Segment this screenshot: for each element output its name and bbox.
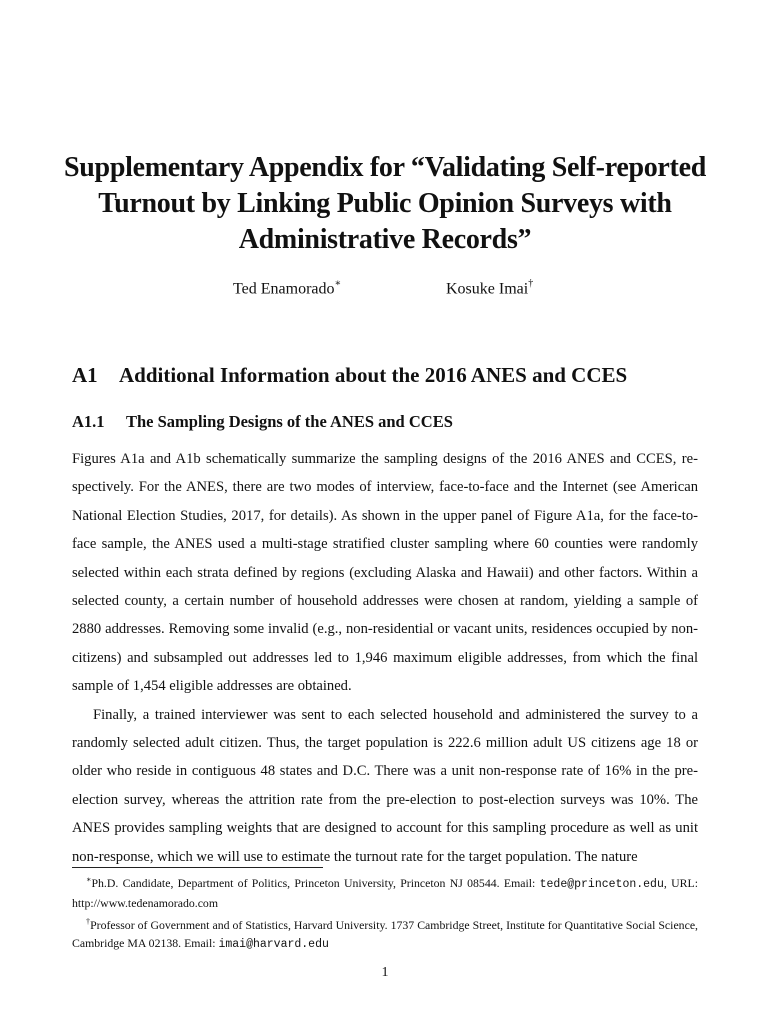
footnote-rule (72, 867, 323, 868)
footnote-text: Professor of Government and of Statistics, Harvard University. 1737 Cambridge Street, Institute for Quantitative Social Science, Cambridge MA 02138. Email: (72, 917, 699, 951)
footnote-mark: † (86, 916, 91, 926)
paper-title: Supplementary Appendix for “Validating Self-reported Turnout by Linking Public Opinion Surveys with Administrative Records” (64, 152, 706, 255)
footnote-1 (72, 871, 698, 913)
footnote-url-text: , URL: http://www.tedenamorado.com (72, 875, 698, 911)
footnote-mark: ∗ (86, 875, 92, 884)
section-title: Additional Information about the 2016 ANES and CCES (119, 363, 628, 387)
page-number: 1 (381, 965, 389, 980)
paragraph: Figures A1a and A1b schematically summarize the sampling designs of the 2016 ANES and CCES, respectively. For the ANES, there are two modes of interview, face-to-face and the Internet (see American National Election Studies, 2017, for details). As shown in the upper panel of Figure A1a, for the face-to-face sample, the ANES used a multi-stage stratified cluster sampling where 60 counties were randomly selected within each strata defined by regions (excluding Alaska and Hawaii) and other factors. Within a selected county, a certain number of household addresses were chosen at random, yielding a sample of 2880 addresses. Removing some invalid (e.g., non-residential or vacant units, residences occupied by non-citizens) and subsampled out addresses led to 1,946 maximum eligible addresses, from which the final sample of 1,454 eligible addresses are obtained. (72, 451, 698, 695)
footnote-2 (72, 913, 698, 955)
section-heading (72, 363, 627, 388)
subsection-heading (72, 412, 453, 432)
body-text (72, 445, 698, 871)
author-footnote-mark: † (528, 278, 534, 289)
footnotes (72, 871, 698, 955)
author-footnote-mark: ∗ (334, 278, 342, 289)
paragraph: Finally, a trained interviewer was sent to each selected household and administered the survey to a randomly selected adult citizen. Thus, the target population is 222.6 million adult US citizens age 18 or older who reside in contiguous 48 states and D.C. There was a unit non-response rate of 16% in the pre-election survey, whereas the attrition rate from the pre-election to post-election surveys was 10%. The ANES provides sampling weights that are designed to account for this sampling procedure as well as unit non-response, which we will use to estimate the turnout rate for the target population. The nature (72, 706, 698, 865)
subsection-title: The Sampling Designs of the ANES and CCES (126, 412, 453, 431)
author-1 (233, 279, 341, 298)
footnote-email-link[interactable]: imai@harvard.edu (218, 938, 329, 952)
footnote-text: Ph.D. Candidate, Department of Politics, Princeton University, Princeton NJ 08544. Email: (91, 875, 540, 890)
subsection-number: A1.1 (72, 412, 105, 431)
section-number: A1 (72, 363, 98, 387)
author-name: Ted Enamorado (233, 280, 335, 298)
author-2 (446, 279, 533, 298)
author-name: Kosuke Imai (446, 280, 529, 298)
footnote-email-link[interactable]: tede@princeton.edu (539, 877, 664, 891)
